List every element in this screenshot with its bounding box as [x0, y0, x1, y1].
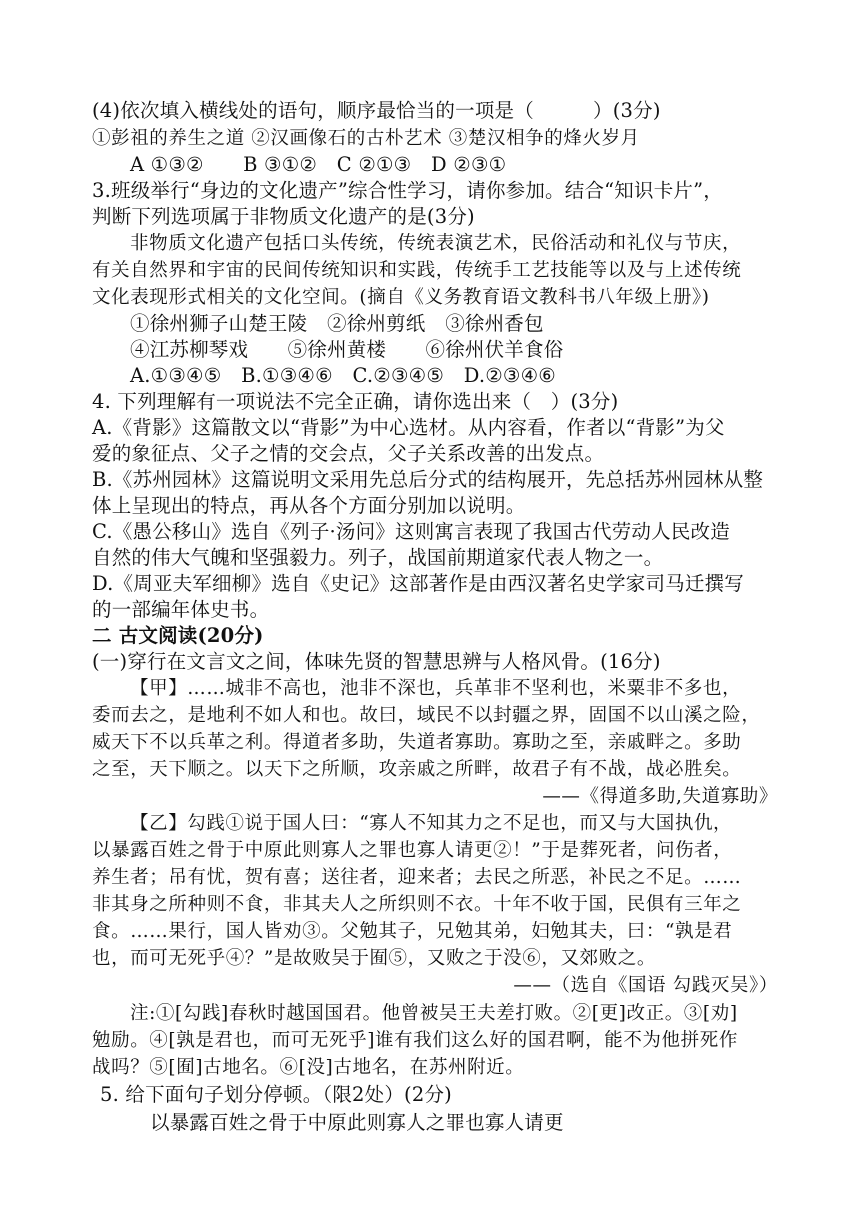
q3-card-line-2: 有关自然界和宇宙的民间传统知识和实践，传统手工艺技能等以及与上述传统	[92, 260, 742, 281]
q4sub-stem: (4)依次填入横线处的语句，顺序最恰当的一项是（ ）(3分)	[92, 99, 661, 122]
q3-card-line-3: 文化表现形式相关的文化空间。(摘自《义务教育语文教科书八年级上册》)	[92, 287, 710, 308]
q4-stem: 4. 下列理解有一项说法不完全正确，请你选出来（ ）(3分)	[92, 390, 619, 413]
q3-stem-line-2: 判断下列选项属于非物质文化遗产的是(3分)	[92, 205, 475, 228]
passage-yi-line-4: 非其身之所种则不食，非其夫人之所织则不衣。十年不收于国，民俱有三年之	[92, 894, 742, 915]
section-2-subheading: (一)穿行在文言文之间，体味先贤的智慧思辨与人格风骨。(16分)	[92, 650, 661, 673]
passage-yi-line-3: 养生者；吊有忧，贺有喜；送往者，迎来者；去民之所恶，补民之不足。……	[92, 867, 742, 888]
q4-option-c-line-2: 自然的伟大气魄和坚强毅力。列子，战国前期道家代表人物之一。	[92, 546, 664, 569]
passage-yi-line-6: 也，而可无死乎④？”是故败吴于囿⑤，又败之于没⑥，又郊败之。	[92, 948, 656, 969]
q4-option-a-line-2: 爱的象征点、父子之情的交会点，父子关系改善的出发点。	[92, 442, 605, 465]
q4-option-c-line-1: C.《愚公移山》选自《列子·汤问》这则寓言表现了我国古代劳动人民改造	[92, 520, 730, 543]
q4sub-options: A ①③② B ③①② C ②①③ D ②③①	[130, 153, 507, 176]
notes-line-1: 注:①[勾践]春秋时越国国君。他曾被吴王夫差打败。②[更]改正。③[劝]	[130, 1003, 738, 1024]
q3-items-line-2: ④江苏柳琴戏 ⑤徐州黄楼 ⑥徐州伏羊食俗	[130, 338, 564, 361]
passage-jia-line-1: 【甲】……城非不高也，池非不深也，兵革非不坚利也，米粟非不多也，	[130, 678, 742, 699]
q3-card-line-1: 非物质文化遗产包括口头传统，传统表演艺术，民俗活动和礼仪与节庆，	[130, 233, 742, 254]
notes-line-2: 勉励。④[孰是君也，而可无死乎]谁有我们这么好的国君啊，能不为他拼死作	[92, 1030, 738, 1051]
q4-option-d-line-2: 的一部编年体史书。	[92, 598, 270, 621]
passage-jia-line-3: 威天下不以兵革之利。得道者多助，失道者寡助。寡助之至，亲戚畔之。多助	[92, 732, 742, 753]
passage-yi-line-5: 食。……果行，国人皆劝③。父勉其子，兄勉其弟，妇勉其夫，曰：“孰是君	[92, 921, 733, 942]
q4sub-items: ①彭祖的养生之道 ②汉画像石的古朴艺术 ③楚汉相争的烽火岁月	[92, 128, 640, 149]
q4-option-a-line-1: A.《背影》这篇散文以“背影”为中心选材。从内容看，作者以“背影”为父	[92, 416, 725, 439]
notes-line-3: 战吗？⑤[囿]古地名。⑥[没]古地名，在苏州附近。	[92, 1057, 525, 1078]
passage-jia-line-2: 委而去之，是地利不如人和也。故曰，域民不以封疆之界，固国不以山溪之险，	[92, 705, 761, 726]
q3-items-line-1: ①徐州狮子山楚王陵 ②徐州剪纸 ③徐州香包	[130, 312, 544, 335]
passage-yi-line-1: 【乙】勾践①说于国人曰：“寡人不知其力之不足也，而又与大国执仇，	[130, 813, 733, 834]
q5-sentence: 以暴露百姓之骨于中原此则寡人之罪也寡人请更	[150, 1111, 564, 1134]
q4-option-d-line-1: D.《周亚夫军细柳》选自《史记》这部著作是由西汉著名史学家司马迁撰写	[92, 572, 744, 595]
passage-jia-line-4: 之至，天下顺之。以天下之所顺，攻亲戚之所畔，故君子有不战，战必胜矣。	[92, 759, 742, 780]
q3-stem-line-1: 3.班级举行“身边的文化遗产”综合性学习，请你参加。结合“知识卡片”，	[92, 179, 723, 202]
q5-stem: 5. 给下面句子划分停顿。（限2处）(2分)	[100, 1083, 452, 1106]
section-2-heading: 二 古文阅读(20分)	[92, 624, 264, 647]
q3-options: A.①③④⑤ B.①③④⑥ C.②③④⑤ D.②③④⑥	[130, 364, 556, 387]
passage-yi-source: ——（选自《国语 勾践灭吴》）	[513, 975, 778, 996]
passage-yi-line-2: 以暴露百姓之骨于中原此则寡人之罪也寡人请更②！”于是葬死者，问伤者，	[92, 840, 733, 861]
q4-option-b-line-1: B.《苏州园林》这篇说明文采用先总后分式的结构展开，先总括苏州园林从整	[92, 468, 764, 491]
passage-jia-source: ——《得道多助,失道寡助》	[542, 786, 778, 807]
q4-option-b-line-2: 体上呈现出的特点，再从各个方面分别加以说明。	[92, 494, 526, 517]
